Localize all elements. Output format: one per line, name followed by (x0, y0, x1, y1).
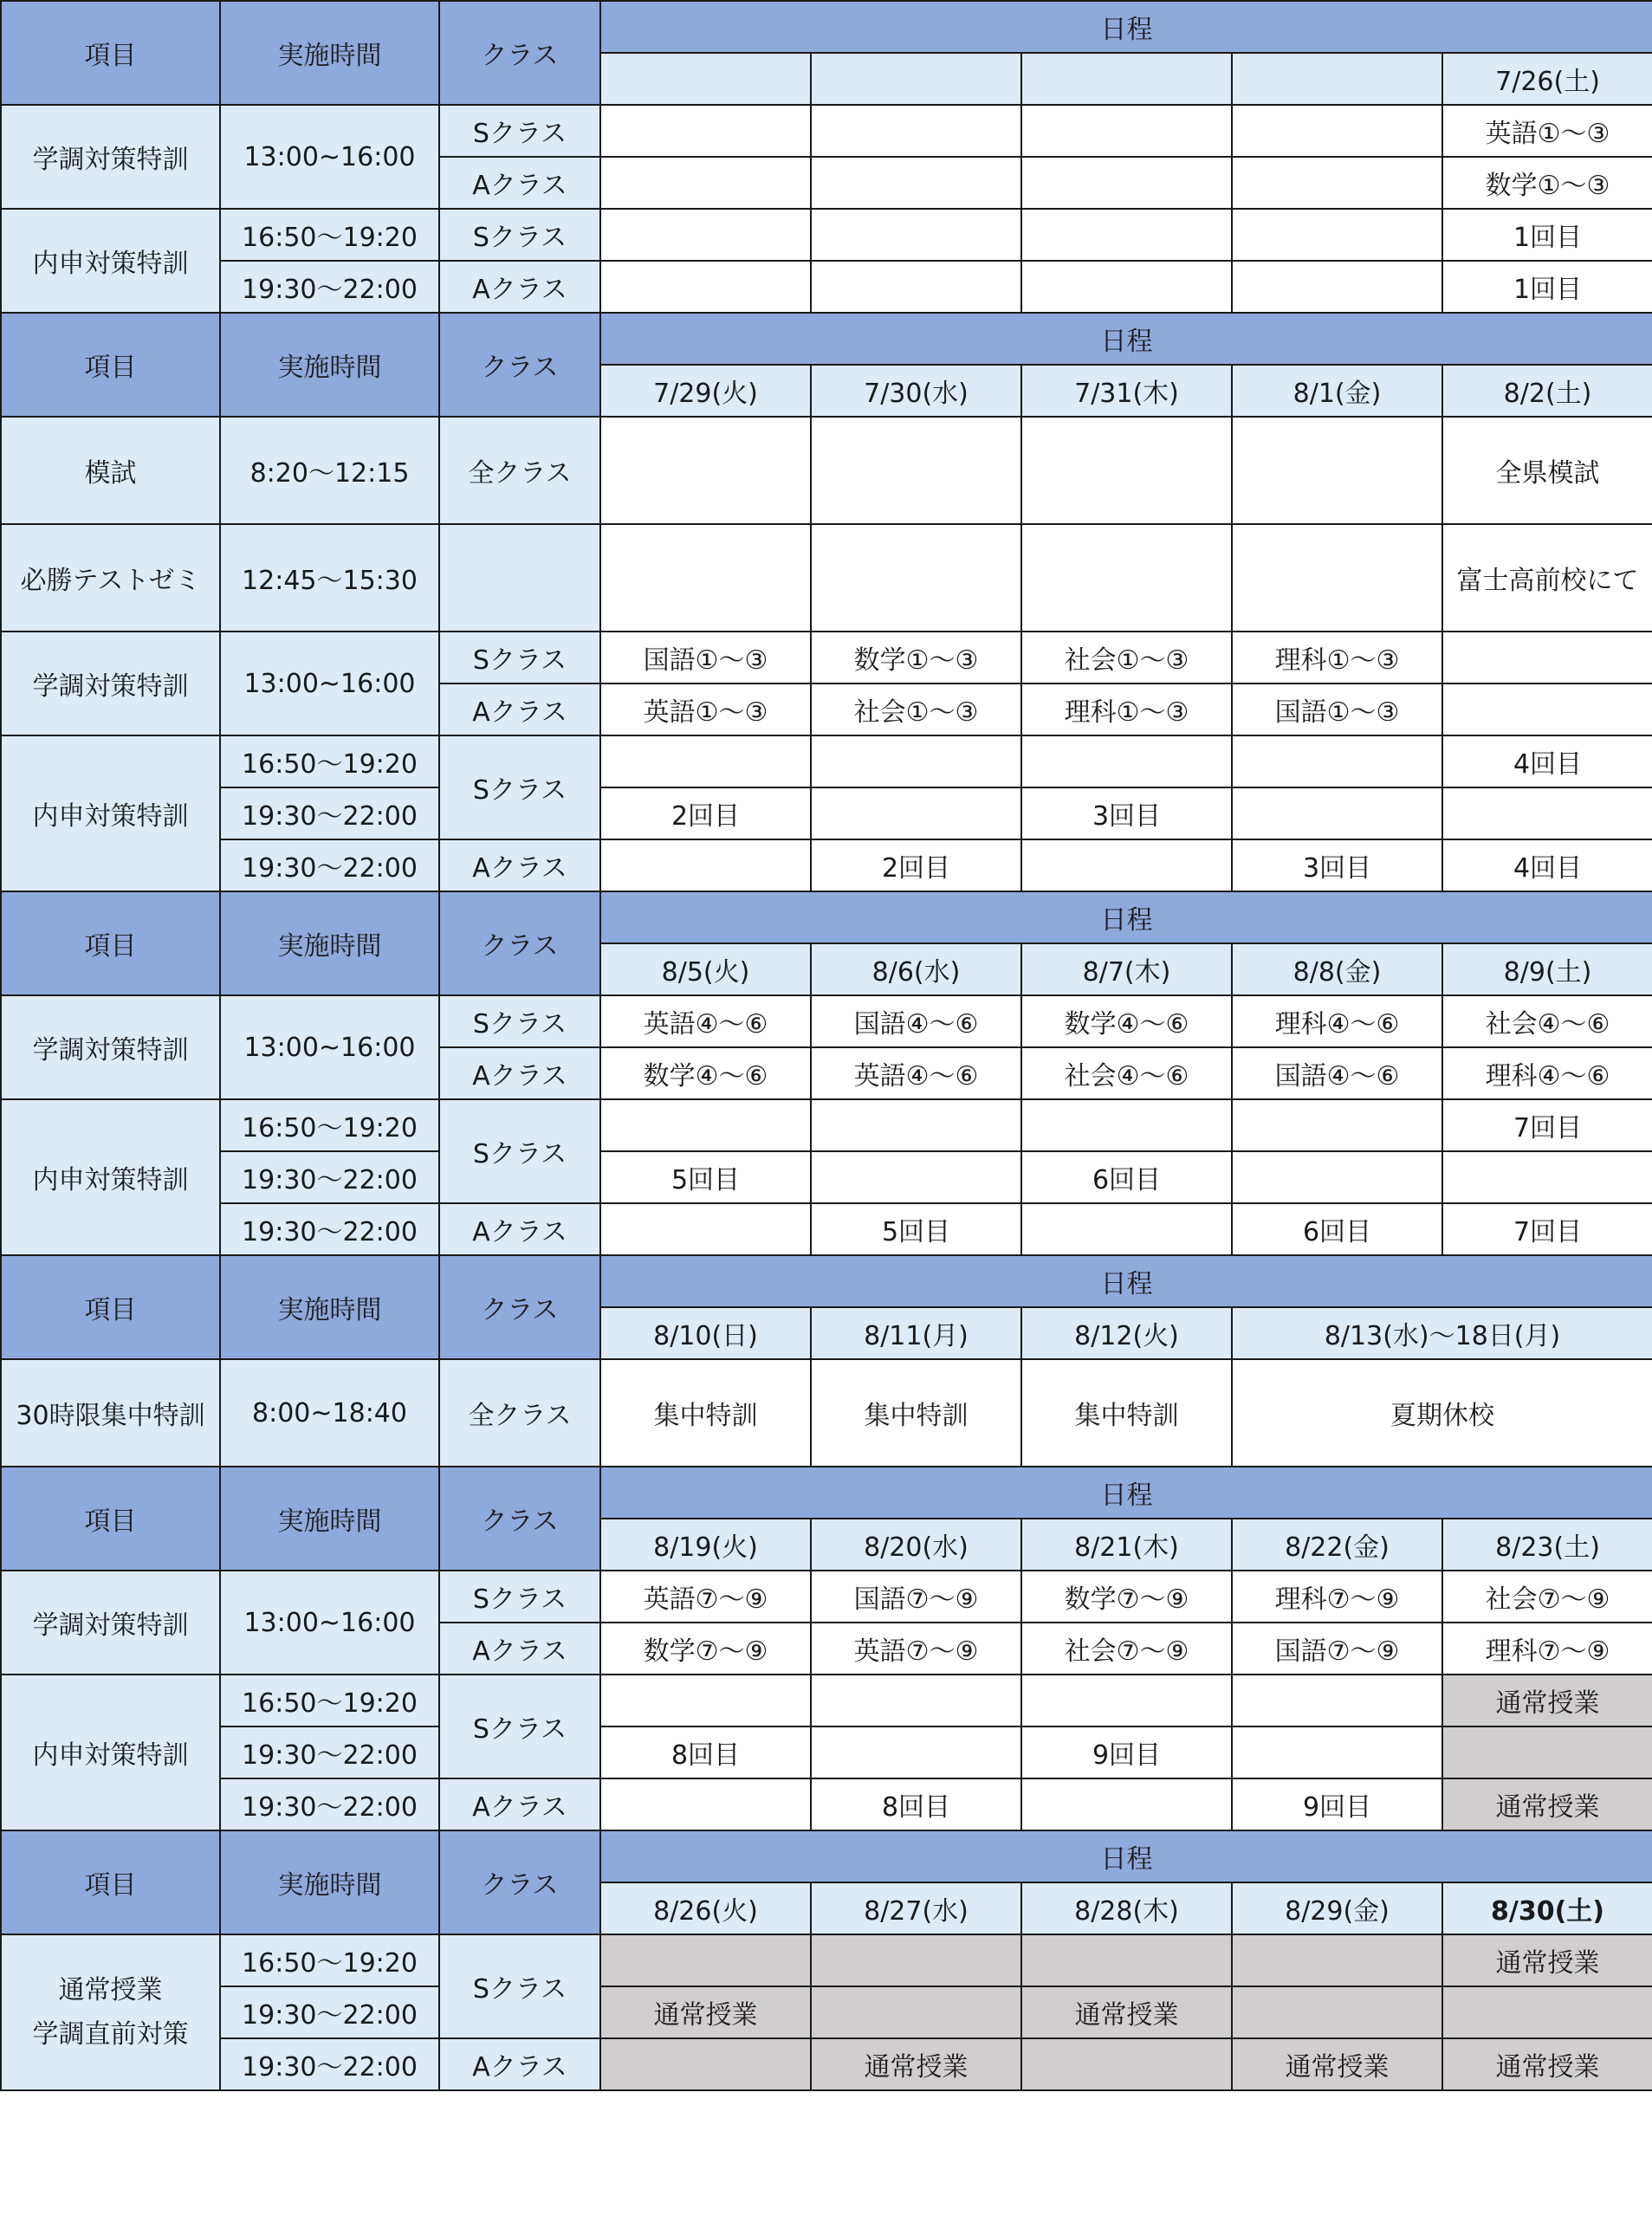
schedule-header: 日程 (600, 1830, 1652, 1882)
schedule-cell (1021, 2038, 1232, 2090)
class-cell: Sクラス (439, 105, 600, 157)
schedule-cell: 全県模試 (1442, 417, 1652, 524)
date-cell (1232, 53, 1442, 105)
time-cell: 19:30～22:00 (220, 787, 439, 839)
schedule-cell (1021, 839, 1232, 891)
date-cell: 8/6(水) (811, 943, 1021, 995)
date-cell (811, 53, 1021, 105)
schedule-cell (811, 1099, 1021, 1151)
schedule-cell: 7回目 (1442, 1203, 1652, 1255)
time-header: 実施時間 (220, 313, 439, 417)
time-cell: 19:30～22:00 (220, 1726, 439, 1778)
date-cell: 8/8(金) (1232, 943, 1442, 995)
schedule-cell (811, 417, 1021, 524)
schedule-cell (1021, 1675, 1232, 1726)
table-row (1, 261, 1652, 313)
item-label: 学調直前対策 (32, 2019, 189, 2050)
schedule-cell (1232, 209, 1442, 261)
class-header: クラス (439, 891, 600, 995)
class-cell: Sクラス (439, 1675, 600, 1778)
schedule-cell: 理科①～③ (1021, 683, 1232, 735)
schedule-cell (600, 1934, 811, 1986)
table-row (1, 1986, 1652, 2038)
table-row (1, 1203, 1652, 1255)
schedule-cell (600, 1099, 811, 1151)
time-header: 実施時間 (220, 1255, 439, 1359)
schedule-cell (600, 735, 811, 787)
date-cell: 7/29(火) (600, 365, 811, 417)
class-cell: Sクラス (439, 632, 600, 683)
date-cell: 8/28(木) (1021, 1882, 1232, 1934)
class-cell: Sクラス (439, 995, 600, 1047)
table-row (1, 995, 1652, 1047)
schedule-cell (1021, 735, 1232, 787)
schedule-cell (600, 524, 811, 632)
date-cell: 8/5(火) (600, 943, 811, 995)
schedule-cell: 国語⑦～⑨ (811, 1571, 1021, 1623)
schedule-cell: 通常授業 (1442, 1778, 1652, 1830)
table-row (1, 417, 1652, 524)
schedule-cell: 社会①～③ (1021, 632, 1232, 683)
schedule-cell: 理科⑦～⑨ (1442, 1623, 1652, 1675)
class-cell: Aクラス (439, 1047, 600, 1099)
schedule-cell (1021, 524, 1232, 632)
table-row (1, 839, 1652, 891)
schedule-cell: 理科⑦～⑨ (1232, 1571, 1442, 1623)
schedule-cell: 通常授業 (1232, 2038, 1442, 2090)
time-cell: 13:00~16:00 (220, 995, 439, 1099)
time-cell: 19:30～22:00 (220, 839, 439, 891)
schedule-cell (1021, 417, 1232, 524)
time-cell: 13:00~16:00 (220, 1571, 439, 1675)
schedule-cell (811, 261, 1021, 313)
time-header: 実施時間 (220, 1, 439, 105)
date-cell: 8/27(水) (811, 1882, 1021, 1934)
class-header: クラス (439, 1255, 600, 1359)
schedule-cell: 数学④～⑥ (1021, 995, 1232, 1047)
schedule-cell (1021, 105, 1232, 157)
schedule-cell (811, 524, 1021, 632)
schedule-cell: 社会⑦～⑨ (1021, 1623, 1232, 1675)
time-cell: 19:30～22:00 (220, 1203, 439, 1255)
schedule-cell (1442, 1151, 1652, 1203)
schedule-cell: 社会④～⑥ (1442, 995, 1652, 1047)
table-row (1, 787, 1652, 839)
item-header: 項目 (1, 1255, 220, 1359)
schedule-cell (811, 1151, 1021, 1203)
schedule-cell: 9回目 (1232, 1778, 1442, 1830)
schedule-cell (600, 1675, 811, 1726)
schedule-cell (1232, 1675, 1442, 1726)
block-header-row (1, 1255, 1652, 1307)
schedule-cell (600, 209, 811, 261)
table-row (1, 1778, 1652, 1830)
schedule-cell (811, 1934, 1021, 1986)
class-cell: Aクラス (439, 1623, 600, 1675)
date-cell: 7/26(土) (1442, 53, 1652, 105)
item-cell: 学調対策特訓 (1, 105, 220, 209)
date-cell: 8/30(土) (1442, 1882, 1652, 1934)
schedule-cell (1232, 1934, 1442, 1986)
schedule-cell: 英語④～⑥ (600, 995, 811, 1047)
table-row (1, 105, 1652, 157)
item-header: 項目 (1, 1830, 220, 1934)
schedule-cell (1232, 105, 1442, 157)
schedule-cell (1442, 787, 1652, 839)
class-cell: Sクラス (439, 1571, 600, 1623)
table-row (1, 2038, 1652, 2090)
time-cell: 16:50～19:20 (220, 1099, 439, 1151)
time-cell: 13:00~16:00 (220, 632, 439, 735)
block-header-row (1, 313, 1652, 365)
schedule-cell (600, 417, 811, 524)
item-header: 項目 (1, 891, 220, 995)
block-header-row (1, 1830, 1652, 1882)
time-cell: 16:50～19:20 (220, 209, 439, 261)
schedule-cell: 国語①～③ (1232, 683, 1442, 735)
schedule-cell (811, 1726, 1021, 1778)
block-header-row (1, 891, 1652, 943)
schedule-cell: 英語⑦～⑨ (811, 1623, 1021, 1675)
schedule-cell: 数学⑦～⑨ (600, 1623, 811, 1675)
schedule-cell: 4回目 (1442, 839, 1652, 891)
time-cell: 8:00~18:40 (220, 1359, 439, 1467)
schedule-cell: 2回目 (811, 839, 1021, 891)
schedule-cell (1232, 1986, 1442, 2038)
schedule-cell: 通常授業 (600, 1986, 811, 2038)
schedule-cell: 7回目 (1442, 1099, 1652, 1151)
class-cell: 全クラス (439, 1359, 600, 1467)
schedule-cell: 夏期休校 (1232, 1359, 1652, 1467)
class-cell: Sクラス (439, 1099, 600, 1203)
schedule-cell (1021, 1934, 1232, 1986)
time-cell: 16:50～19:20 (220, 1675, 439, 1726)
item-cell: 学調対策特訓 (1, 632, 220, 735)
schedule-cell: 数学①～③ (811, 632, 1021, 683)
schedule-cell (600, 1778, 811, 1830)
schedule-header: 日程 (600, 1, 1652, 53)
table-row (1, 1726, 1652, 1778)
class-cell: Sクラス (439, 1934, 600, 2038)
schedule-cell: 4回目 (1442, 735, 1652, 787)
date-cell (1021, 53, 1232, 105)
schedule-cell (1232, 1151, 1442, 1203)
date-cell: 8/13(水)～18日(月) (1232, 1307, 1652, 1359)
time-cell: 19:30～22:00 (220, 1986, 439, 2038)
schedule-cell: 6回目 (1232, 1203, 1442, 1255)
class-header: クラス (439, 1467, 600, 1571)
item-cell: 必勝テストゼミ (1, 524, 220, 632)
schedule-cell: 6回目 (1021, 1151, 1232, 1203)
item-cell: 内申対策特訓 (1, 735, 220, 891)
schedule-cell: 国語④～⑥ (1232, 1047, 1442, 1099)
date-cell: 8/9(土) (1442, 943, 1652, 995)
time-header: 実施時間 (220, 891, 439, 995)
date-cell: 7/31(木) (1021, 365, 1232, 417)
schedule-cell: 国語④～⑥ (811, 995, 1021, 1047)
schedule-cell (811, 1986, 1021, 2038)
class-cell (439, 524, 600, 632)
item-header: 項目 (1, 1, 220, 105)
time-cell: 12:45～15:30 (220, 524, 439, 632)
schedule-cell: 理科④～⑥ (1232, 995, 1442, 1047)
class-header: クラス (439, 313, 600, 417)
schedule-cell: 集中特訓 (811, 1359, 1021, 1467)
schedule-cell (811, 787, 1021, 839)
schedule-cell: 通常授業 (1442, 1934, 1652, 1986)
item-header: 項目 (1, 1467, 220, 1571)
schedule-cell: 通常授業 (1442, 1675, 1652, 1726)
schedule-cell: 理科④～⑥ (1442, 1047, 1652, 1099)
class-cell: 全クラス (439, 417, 600, 524)
schedule-header: 日程 (600, 891, 1652, 943)
item-cell: 学調対策特訓 (1, 1571, 220, 1675)
time-cell: 19:30～22:00 (220, 261, 439, 313)
schedule-cell (1442, 683, 1652, 735)
class-cell: Aクラス (439, 839, 600, 891)
schedule-cell: 通常授業 (1442, 2038, 1652, 2090)
item-cell: 模試 (1, 417, 220, 524)
schedule-cell (1021, 261, 1232, 313)
schedule-cell (600, 2038, 811, 2090)
date-cell (600, 53, 811, 105)
schedule-cell (1232, 1099, 1442, 1151)
item-cell: 内申対策特訓 (1, 209, 220, 313)
class-cell: Aクラス (439, 157, 600, 209)
schedule-cell: 3回目 (1232, 839, 1442, 891)
table-row (1, 1934, 1652, 1986)
time-cell: 19:30～22:00 (220, 1151, 439, 1203)
class-cell: Aクラス (439, 2038, 600, 2090)
schedule-cell: 社会⑦～⑨ (1442, 1571, 1652, 1623)
date-cell: 8/11(月) (811, 1307, 1021, 1359)
time-header: 実施時間 (220, 1830, 439, 1934)
date-cell: 7/30(水) (811, 365, 1021, 417)
schedule-cell (1021, 209, 1232, 261)
schedule-cell: 5回目 (600, 1151, 811, 1203)
schedule-cell (1021, 1099, 1232, 1151)
block-header-row (1, 1, 1652, 53)
class-cell: Aクラス (439, 683, 600, 735)
class-cell: Sクラス (439, 209, 600, 261)
schedule-header: 日程 (600, 1255, 1652, 1307)
date-cell: 8/19(火) (600, 1519, 811, 1571)
table-row (1, 1571, 1652, 1623)
schedule-cell: 3回目 (1021, 787, 1232, 839)
class-cell: Sクラス (439, 735, 600, 839)
schedule-cell: 理科①～③ (1232, 632, 1442, 683)
time-cell: 8:20～12:15 (220, 417, 439, 524)
class-header: クラス (439, 1, 600, 105)
schedule-cell (600, 261, 811, 313)
table-row (1, 1099, 1652, 1151)
schedule-cell: 数学①～③ (1442, 157, 1652, 209)
item-cell: 30時限集中特訓 (1, 1359, 220, 1467)
item-label: 通常授業 (58, 1975, 163, 2005)
schedule-cell (1442, 1726, 1652, 1778)
date-cell: 8/12(火) (1021, 1307, 1232, 1359)
table-row (1, 1675, 1652, 1726)
schedule-cell: 英語①～③ (1442, 105, 1652, 157)
schedule-cell (1232, 1726, 1442, 1778)
schedule-cell: 集中特訓 (600, 1359, 811, 1467)
schedule-cell (600, 1203, 811, 1255)
schedule-cell (811, 157, 1021, 209)
item-cell: 内申対策特訓 (1, 1675, 220, 1830)
schedule-cell (600, 839, 811, 891)
schedule-cell: 国語⑦～⑨ (1232, 1623, 1442, 1675)
schedule-cell: 英語①～③ (600, 683, 811, 735)
schedule-cell: 国語①～③ (600, 632, 811, 683)
schedule-cell: 通常授業 (811, 2038, 1021, 2090)
table-row (1, 632, 1652, 683)
schedule-cell: 5回目 (811, 1203, 1021, 1255)
date-cell: 8/2(土) (1442, 365, 1652, 417)
time-header: 実施時間 (220, 1467, 439, 1571)
schedule-cell: 数学⑦～⑨ (1021, 1571, 1232, 1623)
date-cell: 8/7(木) (1021, 943, 1232, 995)
date-cell: 8/21(木) (1021, 1519, 1232, 1571)
schedule-cell: 2回目 (600, 787, 811, 839)
schedule-cell: 富士高前校にて (1442, 524, 1652, 632)
schedule-header: 日程 (600, 1467, 1652, 1519)
schedule-cell: 数学④～⑥ (600, 1047, 811, 1099)
item-cell: 学調対策特訓 (1, 995, 220, 1099)
schedule-cell (811, 105, 1021, 157)
schedule-cell (811, 1675, 1021, 1726)
schedule-cell: 英語④～⑥ (811, 1047, 1021, 1099)
schedule-cell (1442, 632, 1652, 683)
schedule-cell (1232, 157, 1442, 209)
schedule-cell: 社会④～⑥ (1021, 1047, 1232, 1099)
table-row (1, 735, 1652, 787)
class-header: クラス (439, 1830, 600, 1934)
schedule-cell (1232, 787, 1442, 839)
table-row (1, 524, 1652, 632)
date-cell: 8/29(金) (1232, 1882, 1442, 1934)
schedule-cell (600, 157, 811, 209)
time-cell: 16:50～19:20 (220, 735, 439, 787)
schedule-cell (1232, 524, 1442, 632)
table-row (1, 1359, 1652, 1467)
schedule-cell (1232, 417, 1442, 524)
table-row (1, 209, 1652, 261)
schedule-cell (1021, 157, 1232, 209)
schedule-cell: 社会①～③ (811, 683, 1021, 735)
time-cell: 19:30～22:00 (220, 2038, 439, 2090)
item-cell (1, 1934, 220, 2090)
time-cell: 19:30～22:00 (220, 1778, 439, 1830)
schedule-cell: 1回目 (1442, 209, 1652, 261)
item-header: 項目 (1, 313, 220, 417)
item-cell: 内申対策特訓 (1, 1099, 220, 1255)
date-cell: 8/26(火) (600, 1882, 811, 1934)
class-cell: Aクラス (439, 1203, 600, 1255)
time-cell: 13:00~16:00 (220, 105, 439, 209)
time-cell: 16:50～19:20 (220, 1934, 439, 1986)
date-cell: 8/23(土) (1442, 1519, 1652, 1571)
schedule-cell: 8回目 (811, 1778, 1021, 1830)
table-row (1, 1151, 1652, 1203)
block-header-row (1, 1467, 1652, 1519)
schedule-cell: 9回目 (1021, 1726, 1232, 1778)
schedule-header: 日程 (600, 313, 1652, 365)
date-cell: 8/1(金) (1232, 365, 1442, 417)
date-cell: 8/22(金) (1232, 1519, 1442, 1571)
date-cell: 8/10(日) (600, 1307, 811, 1359)
schedule-cell (811, 209, 1021, 261)
schedule-cell: 1回目 (1442, 261, 1652, 313)
schedule-cell (811, 735, 1021, 787)
schedule-cell (1021, 1203, 1232, 1255)
schedule-cell (1232, 261, 1442, 313)
schedule-cell (1232, 735, 1442, 787)
schedule-cell (1021, 1778, 1232, 1830)
schedule-cell: 通常授業 (1021, 1986, 1232, 2038)
schedule-cell (1442, 1986, 1652, 2038)
class-cell: Aクラス (439, 261, 600, 313)
schedule-cell: 8回目 (600, 1726, 811, 1778)
class-cell: Aクラス (439, 1778, 600, 1830)
schedule-cell: 集中特訓 (1021, 1359, 1232, 1467)
date-cell: 8/20(水) (811, 1519, 1021, 1571)
schedule-cell (600, 105, 811, 157)
schedule-cell: 英語⑦～⑨ (600, 1571, 811, 1623)
